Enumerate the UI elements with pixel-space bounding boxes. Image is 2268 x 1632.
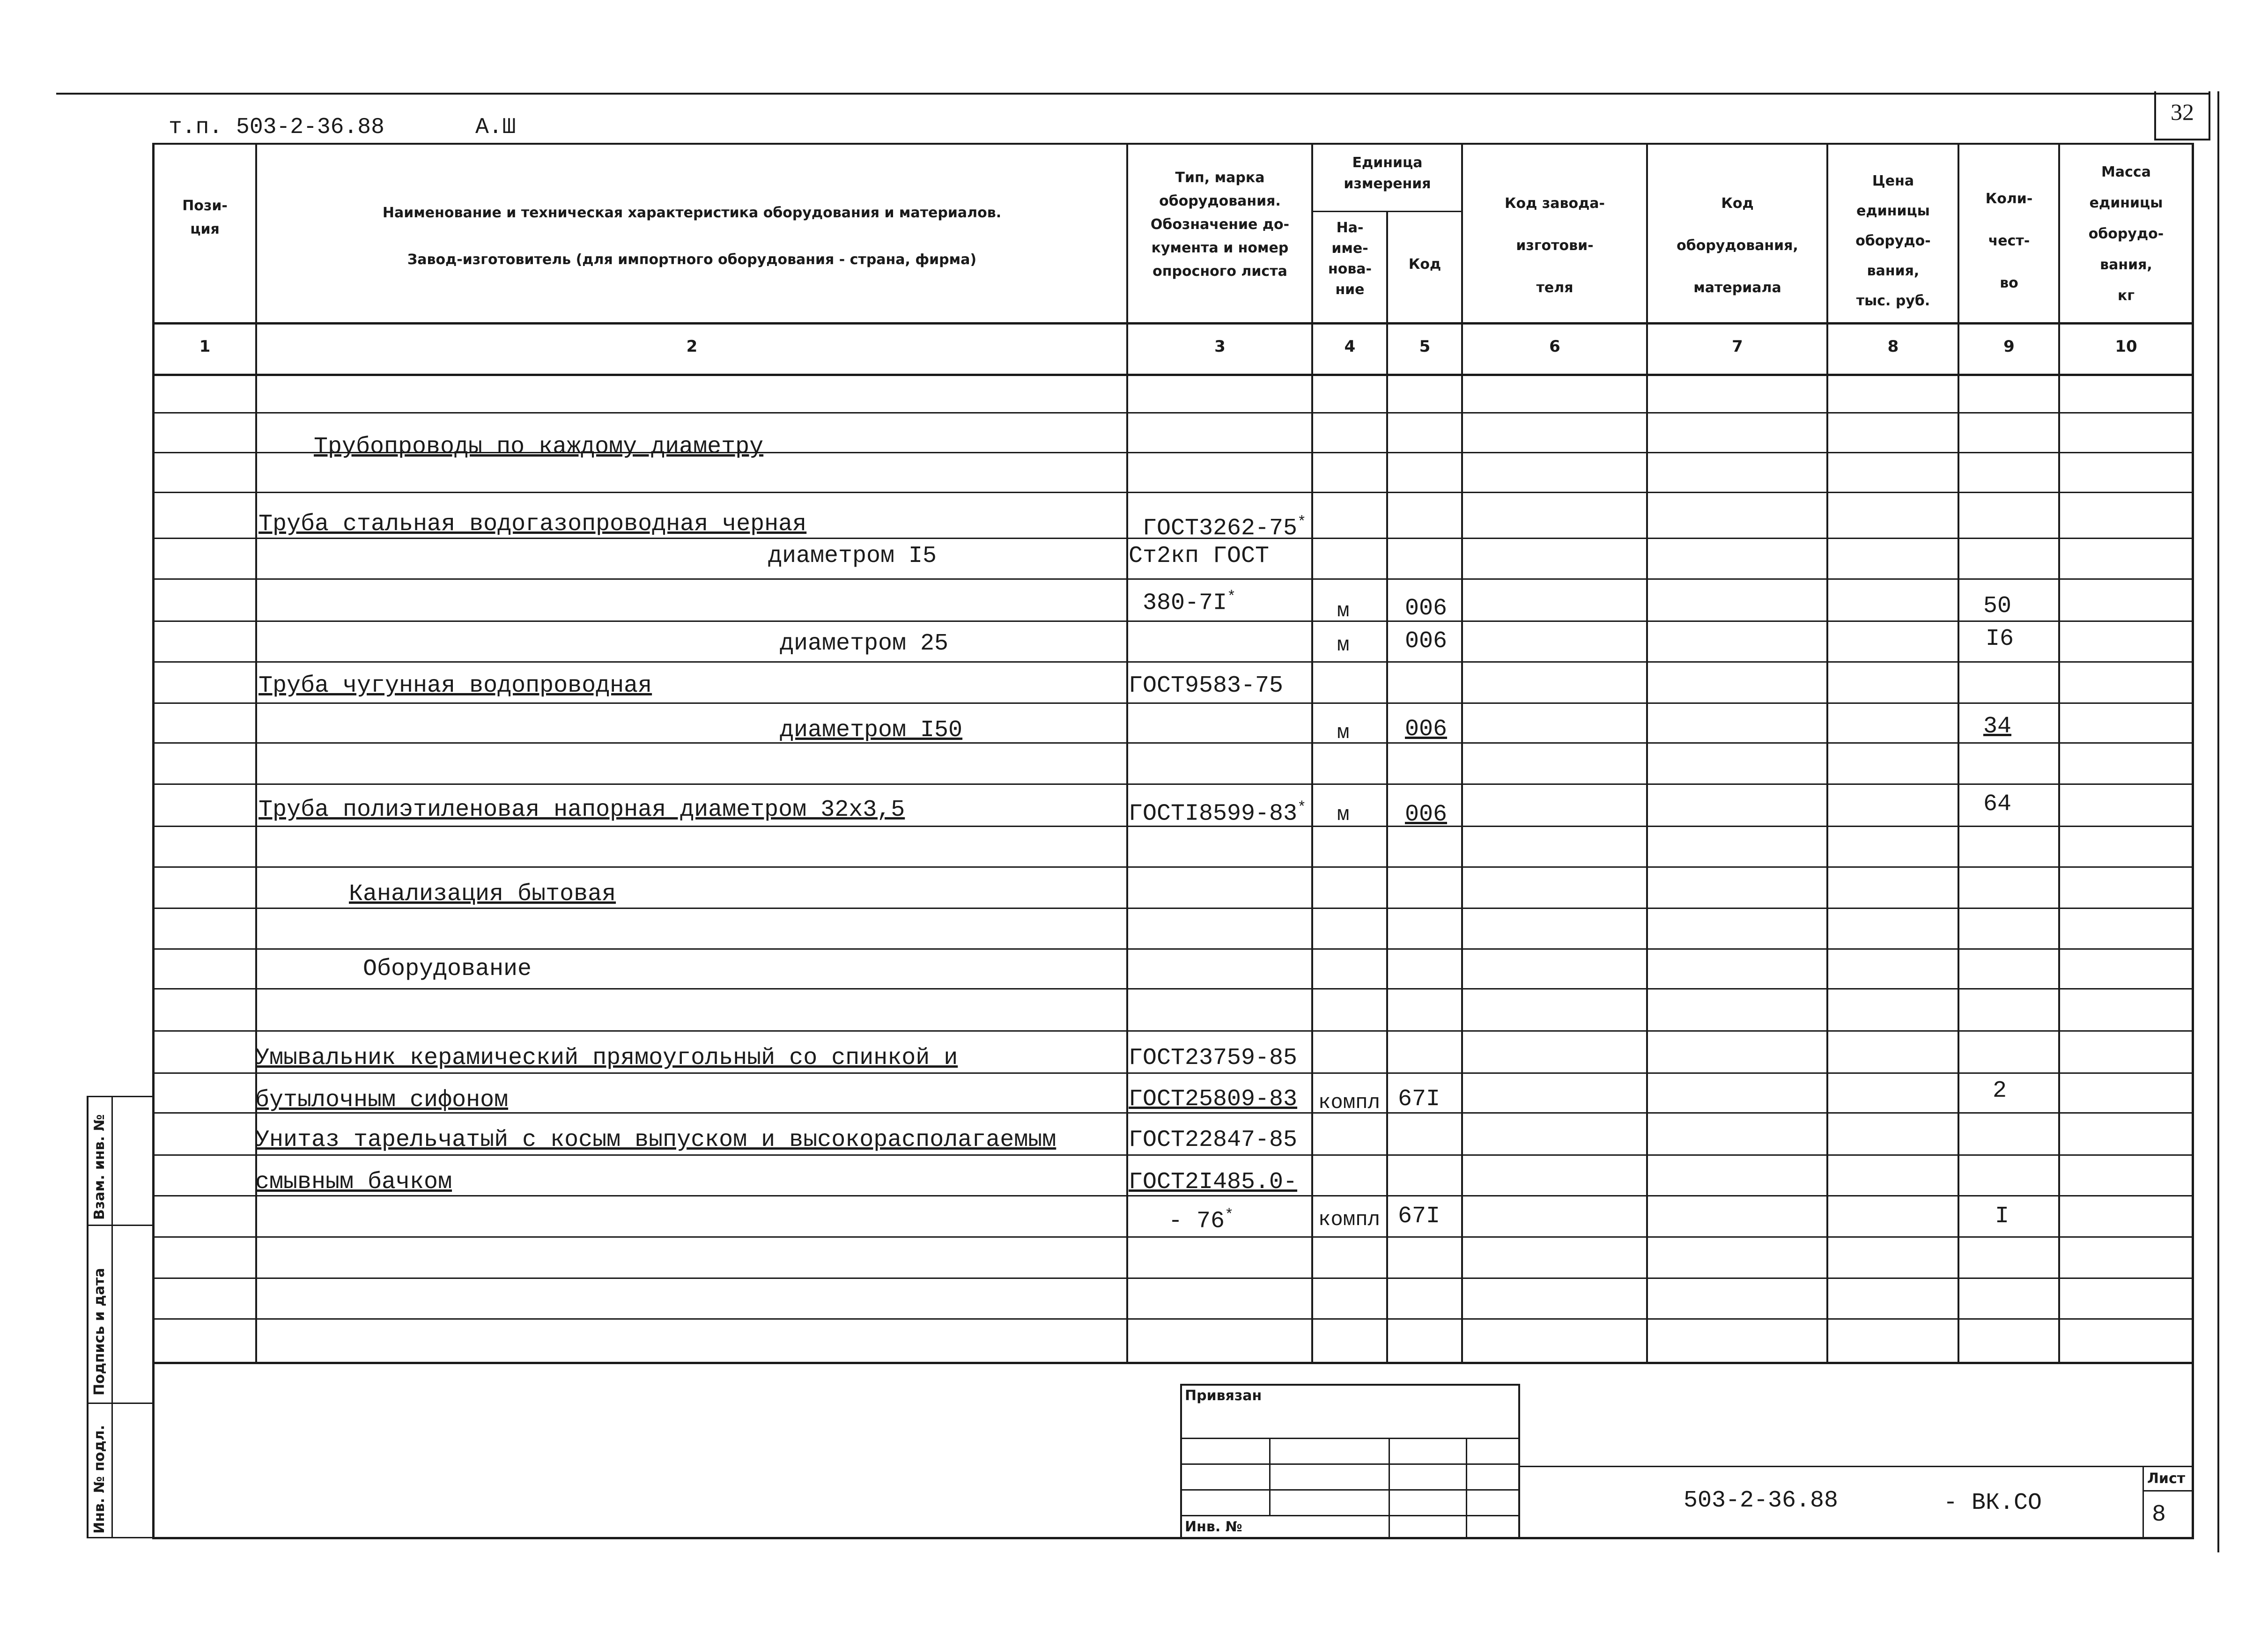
- side-label-replace-inv: Взам. инв. №: [91, 1114, 108, 1220]
- stamp-sheet-label: Лист: [2147, 1470, 2186, 1487]
- row-tank-qty: I: [1995, 1203, 2009, 1230]
- page-corner-number: 32: [2171, 99, 2194, 125]
- stamp-linked-label: Привязан: [1185, 1388, 1262, 1404]
- row-siphon-code: 67I: [1398, 1086, 1441, 1113]
- row-siphon-type: ГОСТ25809-83: [1129, 1086, 1298, 1113]
- header-equipment-code: Код оборудования, материала: [1677, 195, 1798, 296]
- row-tank-code: 67I: [1398, 1203, 1441, 1230]
- row-steel-pipe-type-text: ГОСТ3262-75*: [1143, 513, 1307, 542]
- col-num-2: 2: [686, 337, 698, 356]
- header-name: Наименование и техническая характеристика оборудования и материалов. Завод-изготовитель (для импортного оборудования - страна, фирма): [382, 205, 1002, 268]
- header-factory-code: Код завода- изготови- теля: [1505, 195, 1605, 296]
- col-num-6: 6: [1549, 337, 1560, 356]
- row-d25-qty: I6: [1986, 626, 2014, 652]
- col-num-8: 8: [1887, 337, 1899, 356]
- header-mass: Масса единицы оборудо- вания, кг: [2088, 164, 2164, 304]
- row-d150-unit: м: [1337, 721, 1350, 745]
- row-toilet-type: ГОСТ22847-85: [1129, 1127, 1298, 1153]
- stamp-document-code: 503-2-36.88: [1684, 1487, 1839, 1514]
- row-washbasin-type: ГОСТ23759-85: [1129, 1045, 1298, 1071]
- col-num-3: 3: [1214, 337, 1226, 356]
- section-title-pipelines: Трубопроводы по каждому диаметру: [314, 434, 764, 460]
- row-steel-pipe-type: [1143, 508, 1306, 543]
- row-cast-pipe-name: Труба чугунная водопроводная: [259, 672, 652, 699]
- row-d150-qty: 34: [1983, 713, 2012, 740]
- album-label: А.Ш: [475, 115, 516, 140]
- header-unit-code: Код: [1408, 256, 1441, 273]
- col-num-10: 10: [2115, 337, 2137, 356]
- header-price: Цена единицы оборудо- вания, тыс. руб.: [1855, 173, 1931, 309]
- header-quantity: Коли- чест- во: [1985, 191, 2033, 291]
- row-siphon-unit: компл: [1318, 1091, 1381, 1115]
- row-d150-name: диаметром I50: [780, 717, 963, 744]
- header-unit-name: На- име- нова- ние: [1328, 220, 1372, 298]
- side-label-signature-date: Подпись и дата: [91, 1268, 108, 1396]
- row-toilet-name: Унитаз тарельчатый с косым выпуском и высокорасполагаемым: [255, 1127, 1056, 1153]
- row-d15-name: диаметром I5: [768, 543, 937, 569]
- row-d25-name: диаметром 25: [780, 630, 949, 657]
- row-tank-name: смывным бачком: [255, 1169, 452, 1196]
- row-washbasin-name: Умывальник керамический прямоугольный со спинкой и: [255, 1045, 958, 1071]
- project-code: т.п. 503-2-36.88: [169, 115, 384, 140]
- row-siphon-name: бутылочным сифоном: [255, 1087, 509, 1114]
- row-d15-type: Ст2кп ГОСТ: [1129, 543, 1270, 569]
- row-tank-type-cont: - 76*: [1168, 1206, 1234, 1235]
- row-cast-pipe-type: ГОСТ9583-75: [1129, 672, 1284, 699]
- col-num-4: 4: [1344, 337, 1356, 356]
- row-d15-code: 006: [1405, 595, 1448, 622]
- row-d15-unit: м: [1337, 599, 1350, 623]
- section-title-sewage: Канализация бытовая: [349, 881, 616, 908]
- stamp-sheet-number: 8: [2152, 1501, 2166, 1528]
- header-position: Пози- ция: [182, 198, 228, 237]
- section-title-equipment: Оборудование: [363, 956, 532, 982]
- col-num-5: 5: [1419, 337, 1431, 356]
- stamp-document-suffix: - ВК.СО: [1943, 1490, 2042, 1516]
- row-d15-type-cont: 380-7I*: [1143, 588, 1236, 617]
- row-steel-pipe-name: Труба стальная водогазопроводная черная: [259, 511, 807, 538]
- col-num-1: 1: [199, 337, 211, 356]
- col-num-9: 9: [2003, 337, 2015, 356]
- row-pe-pipe-name: Труба полиэтиленовая напорная диаметром 32х3,5: [259, 797, 905, 823]
- row-d25-code: 006: [1405, 628, 1448, 655]
- side-label-inv-original: Инв. № подл.: [91, 1425, 108, 1534]
- stamp-inv-label: Инв. №: [1185, 1519, 1242, 1535]
- row-d25-unit: м: [1337, 634, 1350, 657]
- row-pe-pipe-qty: 64: [1983, 791, 2012, 818]
- header-type: Тип, марка оборудования. Обозначение до- кумента и номер опросного листа: [1150, 170, 1290, 280]
- row-d15-qty: 50: [1983, 593, 2012, 620]
- row-tank-unit: компл: [1318, 1208, 1381, 1232]
- row-pe-pipe-code: 006: [1405, 801, 1448, 828]
- row-d150-code: 006: [1405, 716, 1448, 743]
- row-pe-pipe-unit: м: [1337, 803, 1350, 827]
- row-tank-type: ГОСТ2I485.0-: [1129, 1169, 1298, 1196]
- row-siphon-qty: 2: [1993, 1078, 2007, 1104]
- header-unit-group: Единица измерения: [1344, 155, 1431, 192]
- row-pe-pipe-type: ГОСТI8599-83*: [1129, 799, 1307, 827]
- col-num-7: 7: [1732, 337, 1743, 356]
